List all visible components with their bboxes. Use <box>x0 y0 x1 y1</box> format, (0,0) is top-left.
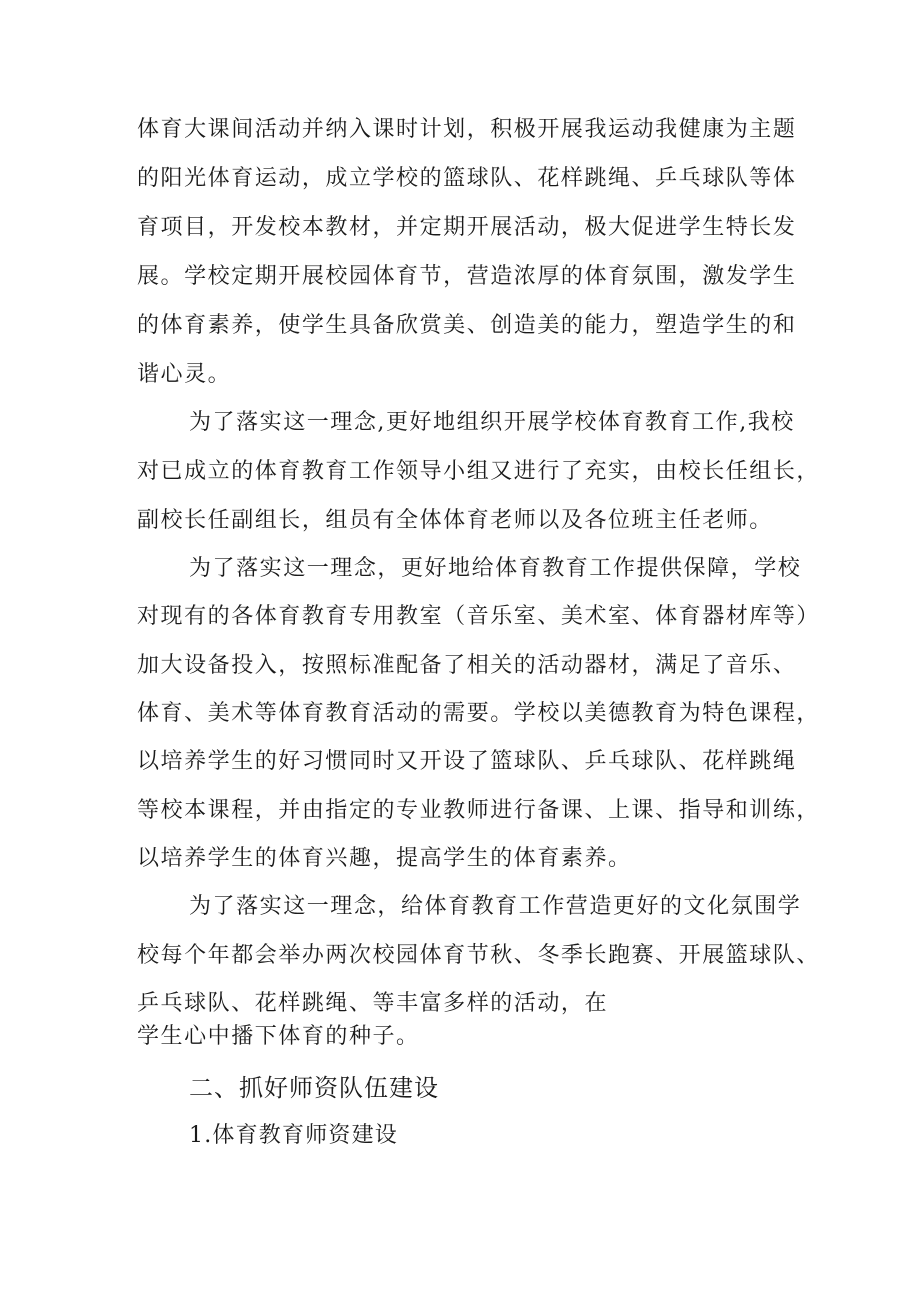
paragraph-3-line-3: 加大设备投入，按照标准配备了相关的活动器材，满足了音乐、 <box>137 653 797 678</box>
paragraph-4-line-1: 为了落实这一理念，给体育教育工作营造更好的文化氛围学 <box>189 894 802 919</box>
paragraph-3-line-2: 对现有的各体育教育专用教室（音乐室、美术室、体育器材库等） <box>137 604 820 629</box>
paragraph-2-line-1: 为了落实这一理念,更好地组织开展学校体育教育工作,我校 <box>189 410 795 435</box>
section-heading: 二、抓好师资队伍建设 <box>189 1074 439 1102</box>
paragraph-1-line-3: 育项目，开发校本教材，并定期开展活动，极大促进学生特长发 <box>137 215 797 240</box>
paragraph-3-line-7: 以培养学生的体育兴趣，提高学生的体育素养。 <box>137 846 632 871</box>
paragraph-4-line-2: 校每个年都会举办两次校园体育节秋、冬季长跑赛、开展篮球队、 <box>137 943 820 968</box>
paragraph-3-line-4: 体育、美术等体育教育活动的需要。学校以美德教育为特色课程， <box>137 701 820 726</box>
paragraph-4-line-3: 乒乓球队、花样跳绳、等丰富多样的活动，在 <box>137 991 609 1016</box>
paragraph-1-line-6: 谐心灵。 <box>137 362 232 387</box>
paragraph-1-line-2: 的阳光体育运动，成立学校的篮球队、花样跳绳、乒乓球队等体 <box>137 166 797 191</box>
paragraph-2-line-2: 对已成立的体育教育工作领导小组又进行了充实，由校长任组长， <box>137 459 820 484</box>
paragraph-3-line-1: 为了落实这一理念，更好地给体育教育工作提供保障，学校 <box>189 556 802 581</box>
paragraph-3-line-5: 以培养学生的好习惯同时又开设了篮球队、乒乓球队、花样跳绳 <box>137 749 797 774</box>
paragraph-3-line-6: 等校本课程，并由指定的专业教师进行备课、上课、指导和训练， <box>137 798 820 823</box>
subsection-heading: 1.体育教育师资建设 <box>189 1123 398 1148</box>
paragraph-4-line-4: 学生心中播下体育的种子。 <box>137 1024 420 1049</box>
paragraph-1-line-4: 展。学校定期开展校园体育节，营造浓厚的体育氛围，激发学生 <box>137 264 797 289</box>
paragraph-2-line-3: 副校长任副组长，组员有全体体育老师以及各位班主任老师。 <box>137 508 773 533</box>
paragraph-1-line-1: 体育大课间活动并纳入课时计划，积极开展我运动我健康为主题 <box>137 117 797 142</box>
paragraph-1-line-5: 的体育素养，使学生具备欣赏美、创造美的能力，塑造学生的和 <box>137 313 797 338</box>
